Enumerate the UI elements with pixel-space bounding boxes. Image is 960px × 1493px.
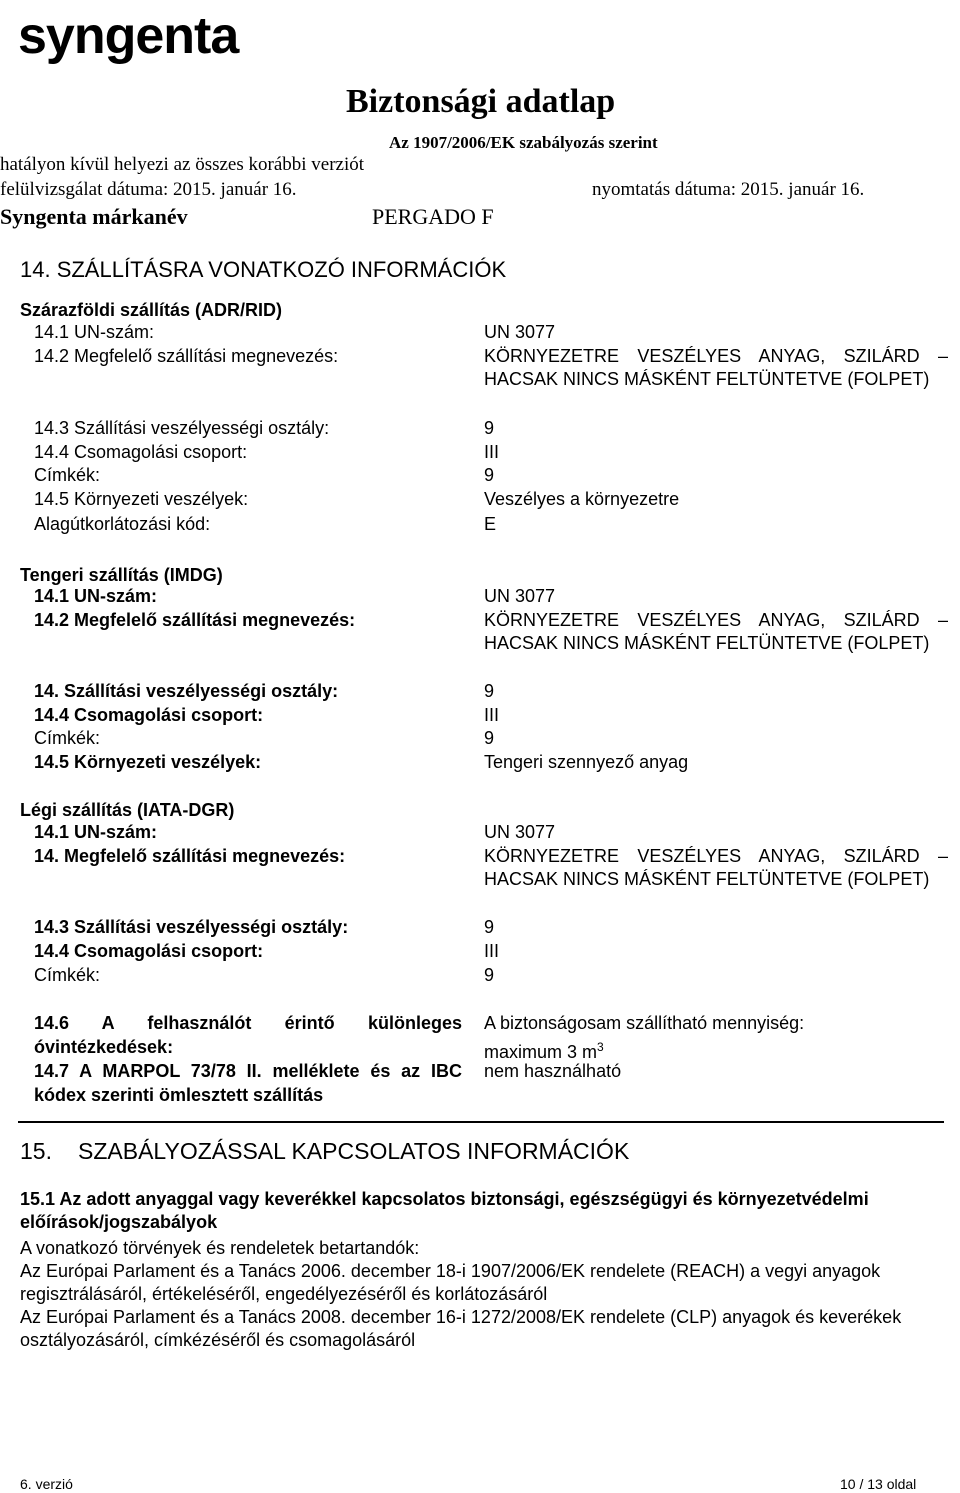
row-label: 14.4 Csomagolási csoport: <box>34 941 264 961</box>
row-value: UN 3077 <box>484 822 556 842</box>
row-label: Alagútkorlátozási kód: <box>34 514 211 534</box>
air-transport-heading: Légi szállítás (IATA-DGR) <box>20 800 235 820</box>
supersedes-note: hatályon kívül helyezi az összes korábbi verziót <box>0 154 365 175</box>
footer-version: 6. verzió <box>20 1476 73 1492</box>
footer-page-number: 10 / 13 oldal <box>840 1476 917 1492</box>
row-label: 14. Megfelelő szállítási megnevezés: <box>34 846 346 866</box>
row-label: 14.1 UN-szám: <box>34 322 155 342</box>
section-15-title <box>20 1136 629 1166</box>
regulation-intro: A vonatkozó törvények és rendeletek betartandók: <box>20 1238 420 1258</box>
brand-label: Syngenta márkanév <box>0 204 188 229</box>
brand-value: PERGADO F <box>372 204 494 229</box>
row-value: 9 <box>484 917 495 937</box>
clp-regulation: Az Európai Parlament és a Tanács 2008. december 16-i 1272/2008/EK rendelete (CLP) anyagok és keverékek osztályozásáról, címkézéséről és csomagolásáról <box>20 1307 902 1350</box>
row-value: KÖRNYEZETRE VESZÉLYES ANYAG, SZILÁRD – HACSAK NINCS MÁSKÉNT FELTÜNTETVE (FOLPET) <box>484 346 948 389</box>
section-divider <box>18 1121 944 1123</box>
row-value: 9 <box>484 965 495 985</box>
regulation-note: Az 1907/2006/EK szabályozás szerint <box>389 133 658 152</box>
quantity-text: maximum 3 m <box>484 1042 598 1062</box>
row-value: Tengeri szennyező anyag <box>484 752 689 772</box>
row-value: 9 <box>484 728 495 748</box>
land-transport-heading: Szárazföldi szállítás (ADR/RID) <box>20 300 283 320</box>
row-label: 14.1 UN-szám: <box>34 822 158 842</box>
row-label: Címkék: <box>34 728 101 748</box>
row-value: III <box>484 442 500 462</box>
row-label: 14.5 Környezeti veszélyek: <box>34 489 249 509</box>
row-label: Címkék: <box>34 465 101 485</box>
company-logo: syngenta <box>18 7 239 65</box>
row-label: 14.2 Megfelelő szállítási megnevezés: <box>34 346 339 366</box>
special-precautions-value-line1: A biztonságosam szállítható mennyiség: <box>484 1013 805 1033</box>
row-value: 9 <box>484 681 495 701</box>
row-value: KÖRNYEZETRE VESZÉLYES ANYAG, SZILÁRD – HACSAK NINCS MÁSKÉNT FELTÜNTETVE (FOLPET) <box>484 610 948 653</box>
reach-regulation: Az Európai Parlament és a Tanács 2006. december 18-i 1907/2006/EK rendelete (REACH) a vegyi anyagok regisztrálásáról, értékeléséről, engedélyezéséről és korlátozásáról <box>20 1261 881 1304</box>
marpol-label: 14.7 A MARPOL 73/78 II. melléklete és az IBC kódex szerinti ömlesztett szállítás <box>34 1061 462 1105</box>
row-label: 14.3 Szállítási veszélyességi osztály: <box>34 917 349 937</box>
row-value: KÖRNYEZETRE VESZÉLYES ANYAG, SZILÁRD – HACSAK NINCS MÁSKÉNT FELTÜNTETVE (FOLPET) <box>484 846 948 889</box>
revision-date: felülvizsgálat dátuma: 2015. január 16. <box>0 179 297 200</box>
row-value: III <box>484 941 500 961</box>
row-label: Címkék: <box>34 965 101 985</box>
sea-transport-heading: Tengeri szállítás (IMDG) <box>20 565 223 585</box>
row-value: Veszélyes a környezetre <box>484 489 680 509</box>
row-value: UN 3077 <box>484 322 556 342</box>
row-label: 14.3 Szállítási veszélyességi osztály: <box>34 418 330 438</box>
row-value: 9 <box>484 465 495 485</box>
row-value: III <box>484 705 500 725</box>
row-label: 14. Szállítási veszélyességi osztály: <box>34 681 339 701</box>
row-label: 14.1 UN-szám: <box>34 586 158 606</box>
marpol-value: nem használható <box>484 1061 622 1081</box>
special-precautions-label: 14.6 A felhasználót érintő különleges óvintézkedések: <box>34 1013 462 1057</box>
section-number: 15. <box>20 1138 52 1164</box>
document-title: Biztonsági adatlap <box>346 83 616 120</box>
unit-exponent: 3 <box>597 1040 604 1054</box>
print-date: nyomtatás dátuma: 2015. január 16. <box>592 179 865 200</box>
row-value: UN 3077 <box>484 586 556 606</box>
section-14-title: 14. SZÁLLÍTÁSRA VONATKOZÓ INFORMÁCIÓK <box>20 257 507 282</box>
row-value: E <box>484 514 497 534</box>
row-label: 14.4 Csomagolási csoport: <box>34 442 248 462</box>
row-label: 14.2 Megfelelő szállítási megnevezés: <box>34 610 356 630</box>
section-15-1-heading: 15.1 Az adott anyaggal vagy keverékkel kapcsolatos biztonsági, egészségügyi és környezetvédelmi előírások/jogszabályok <box>20 1189 869 1232</box>
section-title-text: SZABÁLYOZÁSSAL KAPCSOLATOS INFORMÁCIÓK <box>78 1138 630 1164</box>
row-label: 14.4 Csomagolási csoport: <box>34 705 264 725</box>
row-value: 9 <box>484 418 495 438</box>
row-label: 14.5 Környezeti veszélyek: <box>34 752 262 772</box>
